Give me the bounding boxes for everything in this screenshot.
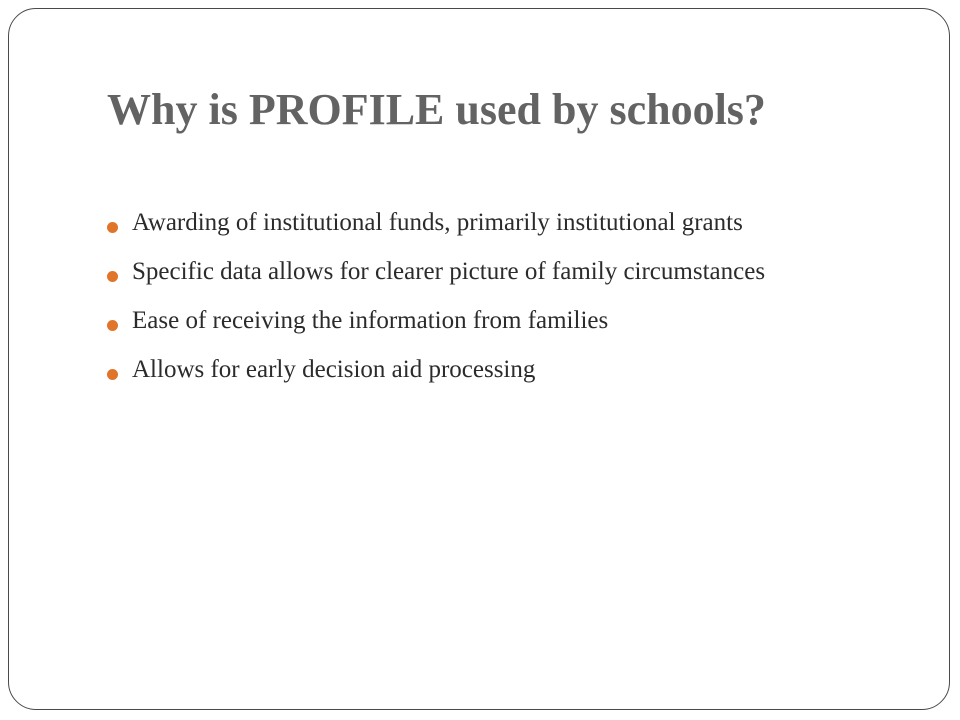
bullet-list (106, 206, 886, 402)
bullet-text: Awarding of institutional funds, primarily institutional grants (132, 209, 743, 236)
bullet-item-ease-of-receiving (106, 304, 886, 338)
slide-title: Why is PROFILE used by schools? (107, 85, 766, 134)
bullet-item-early-decision (106, 353, 886, 387)
bullet-dot-icon (107, 369, 118, 380)
bullet-text: Specific data allows for clearer picture of family circumstances (132, 258, 766, 285)
bullet-dot-icon (107, 320, 118, 331)
bullet-item-specific-data (106, 255, 886, 289)
bullet-item-awarding-funds (106, 206, 886, 240)
bullet-text: Allows for early decision aid processing (132, 356, 536, 383)
bullet-dot-icon (107, 222, 118, 233)
bullet-text: Ease of receiving the information from families (132, 307, 609, 334)
bullet-dot-icon (107, 271, 118, 282)
